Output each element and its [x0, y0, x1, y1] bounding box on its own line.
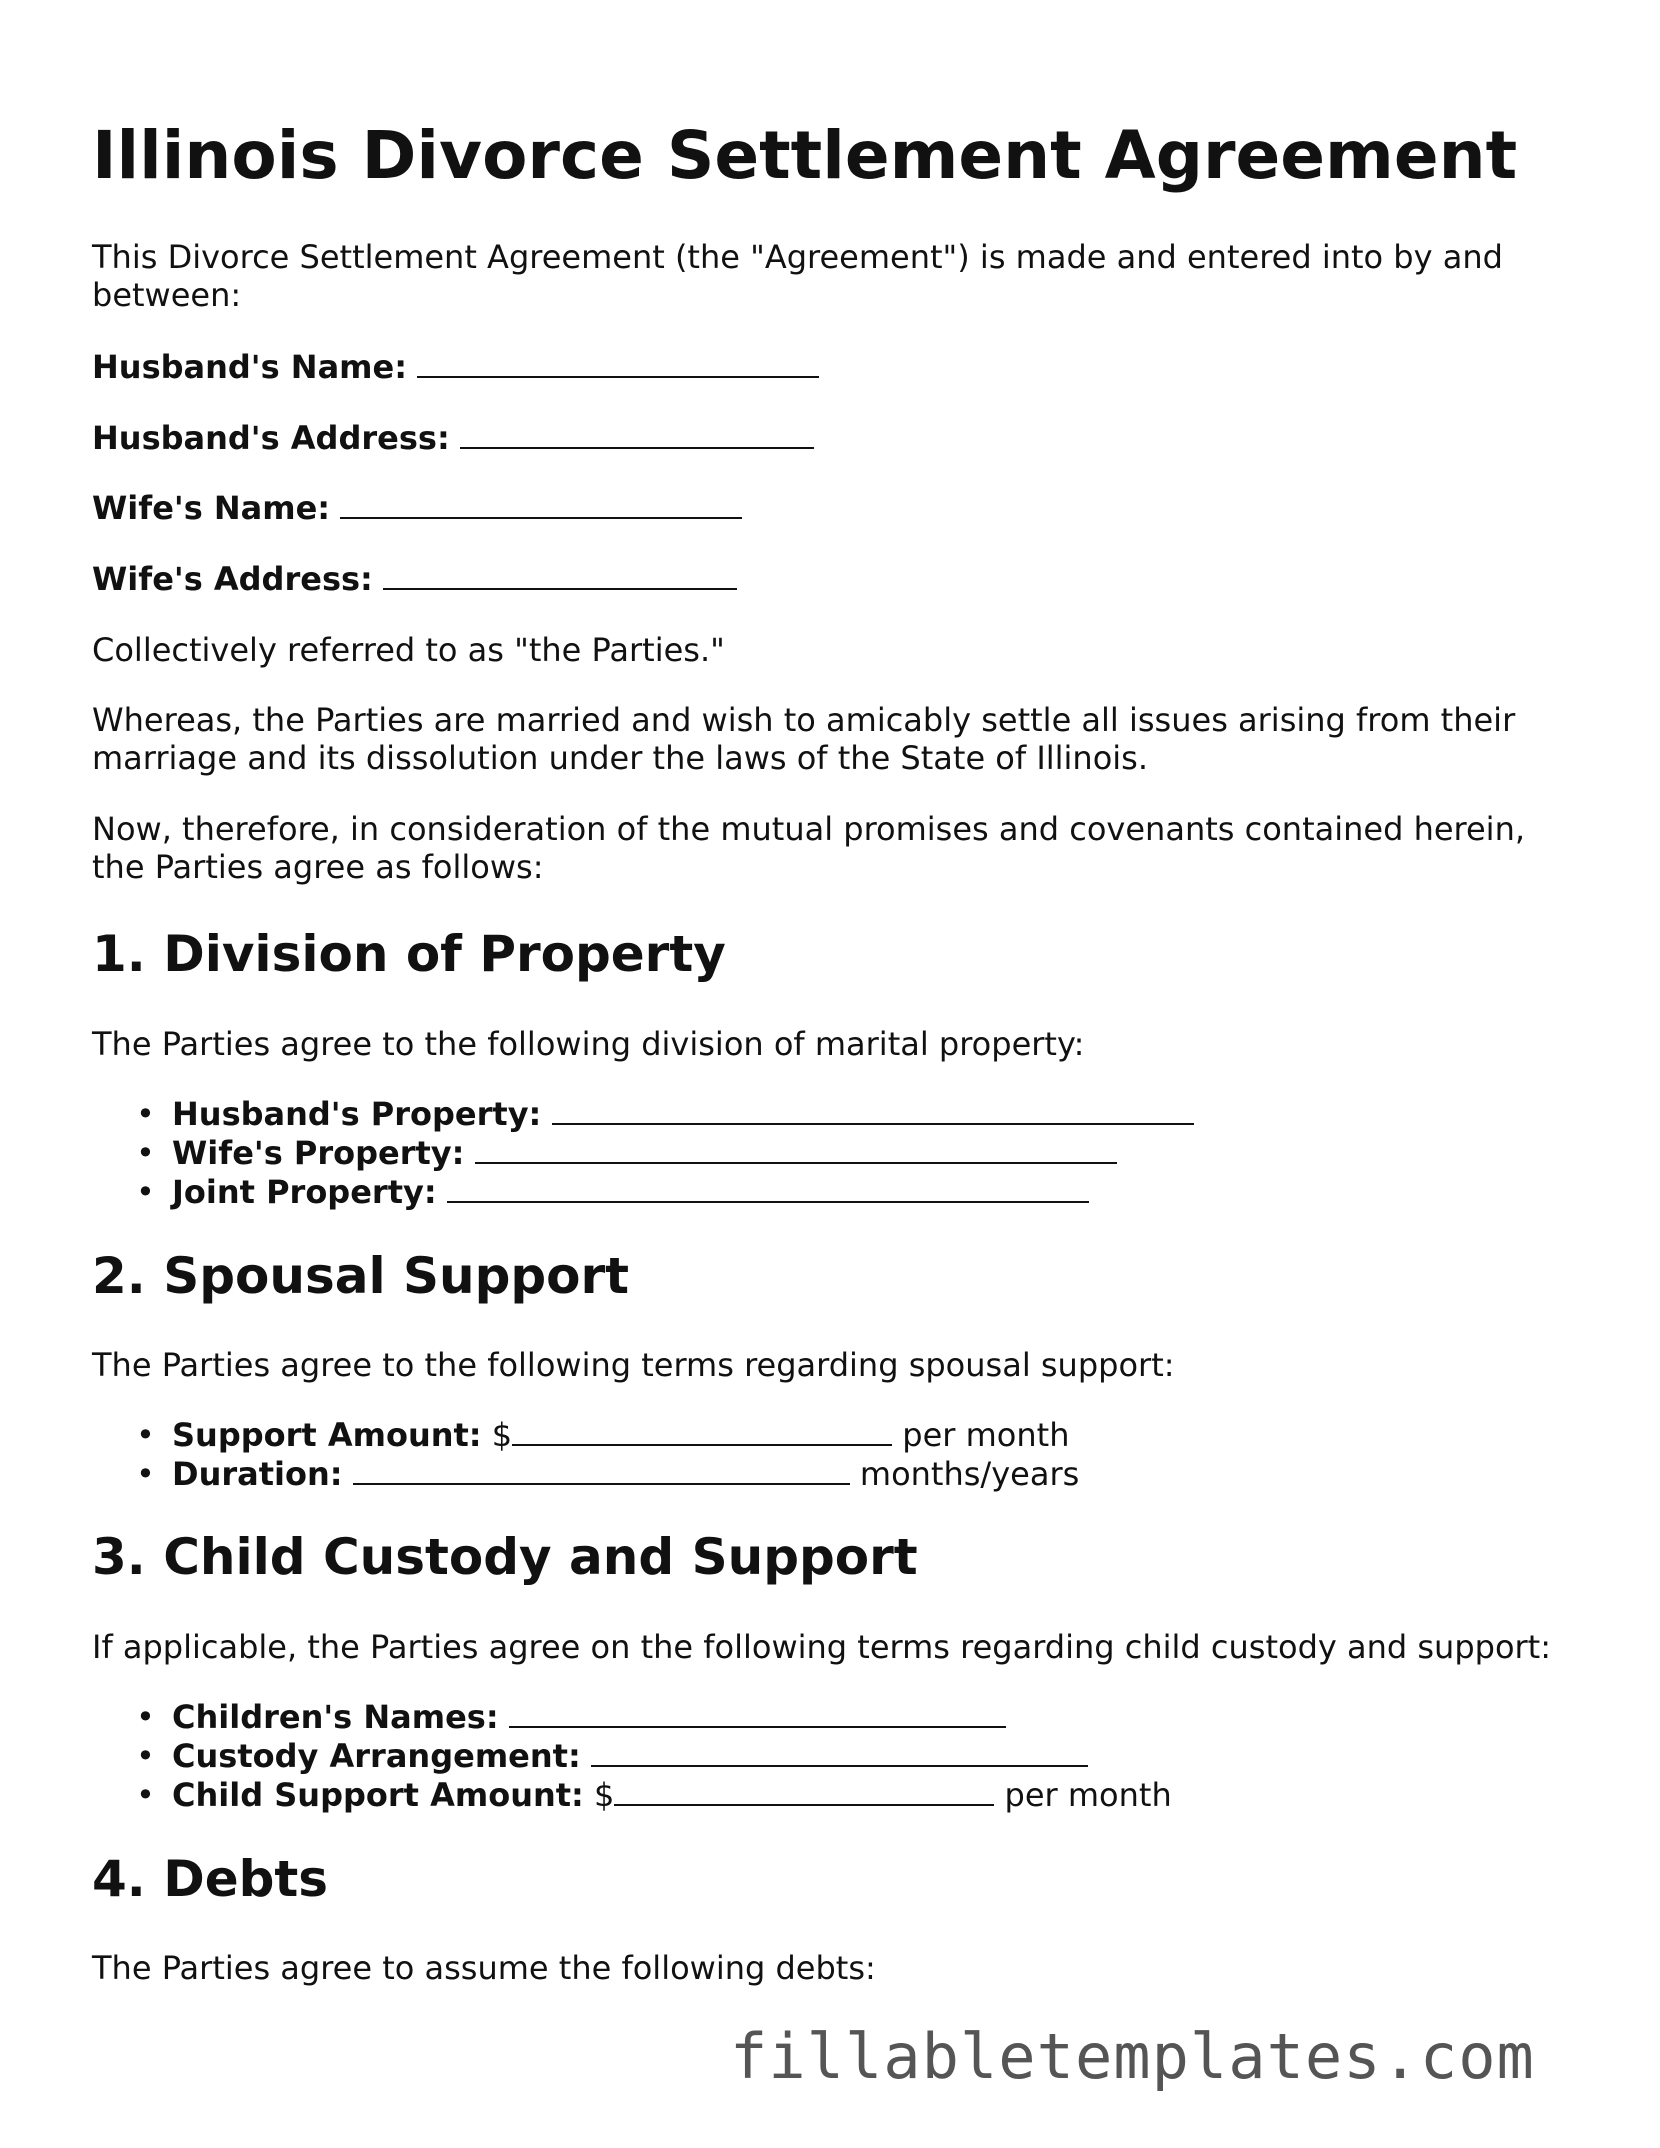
custody-arrangement-label: Custody Arrangement:: [172, 1737, 581, 1775]
support-amount-currency: $: [491, 1416, 513, 1454]
section-heading-spousal-support: 2. Spousal Support: [92, 1247, 630, 1305]
child-support-suffix: per month: [1004, 1776, 1172, 1814]
section-heading-property: 1. Division of Property: [92, 925, 726, 983]
watermark: fillabletemplates.com: [730, 2020, 1535, 2093]
child-custody-intro: If applicable, the Parties agree on the following terms regarding child custody and support:: [92, 1628, 1551, 1666]
list-item-joint-property: [172, 1173, 1194, 1212]
list-item-child-support-amount: [172, 1776, 1172, 1815]
husband-address-blank[interactable]: [460, 421, 814, 449]
wife-name-field: [92, 489, 742, 527]
list-item-custody-arrangement: [172, 1737, 1172, 1776]
now-therefore-paragraph: Now, therefore, in consideration of the mutual promises and covenants contained herein, the Parties agree as follows:: [92, 810, 1526, 886]
wife-address-blank[interactable]: [383, 562, 737, 590]
duration-suffix: months/years: [859, 1455, 1080, 1493]
list-item-wife-property: [172, 1134, 1194, 1173]
husband-name-field: [92, 348, 819, 386]
wife-property-label: Wife's Property:: [172, 1134, 465, 1172]
child-support-amount-blank[interactable]: [614, 1778, 994, 1806]
list-item-husband-property: [172, 1095, 1194, 1134]
document-title: Illinois Divorce Settlement Agreement: [92, 117, 1518, 194]
property-list: [92, 1095, 1194, 1212]
list-item-duration: [172, 1455, 1079, 1494]
intro-paragraph: This Divorce Settlement Agreement (the "Agreement") is made and entered into by and between:: [92, 238, 1503, 314]
spousal-support-list: [92, 1416, 1079, 1494]
husband-name-blank[interactable]: [417, 350, 819, 378]
list-item-support-amount: [172, 1416, 1079, 1455]
support-amount-blank[interactable]: [512, 1418, 892, 1446]
list-item-children-names: [172, 1698, 1172, 1737]
debts-intro: The Parties agree to assume the following debts:: [92, 1949, 876, 1987]
husband-address-field: [92, 419, 814, 457]
child-support-amount-label: Child Support Amount:: [172, 1776, 584, 1814]
husband-name-label: Husband's Name:: [92, 348, 407, 386]
wife-address-field: [92, 560, 737, 598]
child-custody-list: [92, 1698, 1172, 1815]
wife-name-blank[interactable]: [340, 491, 742, 519]
whereas-paragraph: Whereas, the Parties are married and wish to amicably settle all issues arising from their marriage and its dissolution under the laws of the State of Illinois.: [92, 701, 1516, 777]
collectively-paragraph: Collectively referred to as "the Parties.": [92, 631, 725, 669]
joint-property-label: Joint Property:: [172, 1173, 437, 1211]
support-amount-suffix: per month: [902, 1416, 1070, 1454]
child-support-currency: $: [594, 1776, 615, 1814]
husband-property-blank[interactable]: [552, 1097, 1194, 1125]
children-names-blank[interactable]: [509, 1700, 1006, 1728]
spousal-support-intro: The Parties agree to the following terms regarding spousal support:: [92, 1346, 1175, 1384]
custody-arrangement-blank[interactable]: [591, 1739, 1088, 1767]
section-heading-debts: 4. Debts: [92, 1850, 329, 1908]
husband-address-label: Husband's Address:: [92, 419, 450, 457]
duration-label: Duration:: [172, 1455, 343, 1493]
property-intro: The Parties agree to the following division of marital property:: [92, 1025, 1085, 1063]
section-heading-child-custody: 3. Child Custody and Support: [92, 1528, 918, 1586]
wife-property-blank[interactable]: [475, 1136, 1117, 1164]
children-names-label: Children's Names:: [172, 1698, 499, 1736]
husband-property-label: Husband's Property:: [172, 1095, 542, 1133]
joint-property-blank[interactable]: [447, 1175, 1089, 1203]
wife-name-label: Wife's Name:: [92, 489, 331, 527]
support-amount-label: Support Amount:: [172, 1416, 482, 1454]
duration-blank[interactable]: [353, 1457, 850, 1485]
wife-address-label: Wife's Address:: [92, 560, 373, 598]
